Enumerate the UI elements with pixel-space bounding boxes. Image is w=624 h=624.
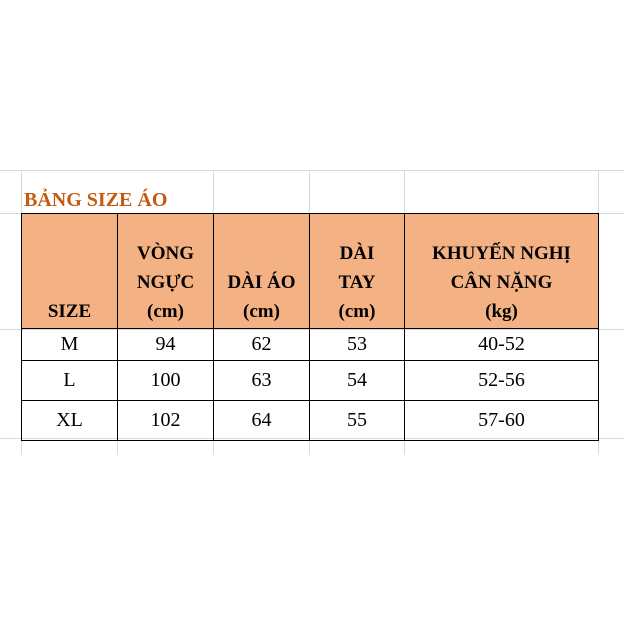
cell-size[interactable]: XL (22, 401, 118, 441)
header-cell-chest[interactable] (118, 214, 214, 329)
cell-weight[interactable]: 40-52 (405, 329, 599, 361)
header-label: CÂN NẶNG (450, 272, 553, 293)
header-cell-sleeve[interactable] (310, 214, 405, 329)
cell-weight[interactable]: 52-56 (405, 361, 599, 401)
cell-chest[interactable]: 94 (118, 329, 214, 361)
cell-length[interactable]: 64 (214, 401, 310, 441)
table-row (22, 401, 599, 441)
header-label: SIZE (47, 301, 92, 322)
size-table (21, 213, 599, 441)
cell-sleeve[interactable]: 55 (310, 401, 405, 441)
header-label: KHUYẾN NGHỊ (432, 243, 571, 264)
cell-length[interactable]: 63 (214, 361, 310, 401)
sheet-title[interactable]: BẢNG SIZE ÁO (24, 189, 168, 211)
cell-sleeve[interactable]: 54 (310, 361, 405, 401)
table-row (22, 361, 599, 401)
grid-line (309, 170, 310, 213)
header-label: (kg) (485, 301, 518, 322)
grid-line (213, 170, 214, 213)
cell-size[interactable]: L (22, 361, 118, 401)
grid-line (0, 170, 624, 171)
grid-line (404, 170, 405, 213)
cell-size[interactable]: M (22, 329, 118, 361)
header-label: (cm) (243, 301, 280, 322)
cell-weight[interactable]: 57-60 (405, 401, 599, 441)
header-cell-length[interactable] (214, 214, 310, 329)
table-row (22, 329, 599, 361)
header-label: DÀI (339, 243, 375, 264)
cell-chest[interactable]: 102 (118, 401, 214, 441)
header-label: VÒNG (137, 243, 194, 264)
header-label: TAY (338, 272, 376, 293)
cell-chest[interactable]: 100 (118, 361, 214, 401)
header-row (22, 214, 599, 329)
header-label: (cm) (338, 301, 376, 322)
cell-length[interactable]: 62 (214, 329, 310, 361)
header-label: NGỰC (136, 272, 195, 293)
header-label: (cm) (147, 301, 184, 322)
header-cell-size[interactable] (22, 214, 118, 329)
cell-sleeve[interactable]: 53 (310, 329, 405, 361)
header-cell-weight[interactable] (405, 214, 599, 329)
header-label: DÀI ÁO (227, 272, 296, 293)
